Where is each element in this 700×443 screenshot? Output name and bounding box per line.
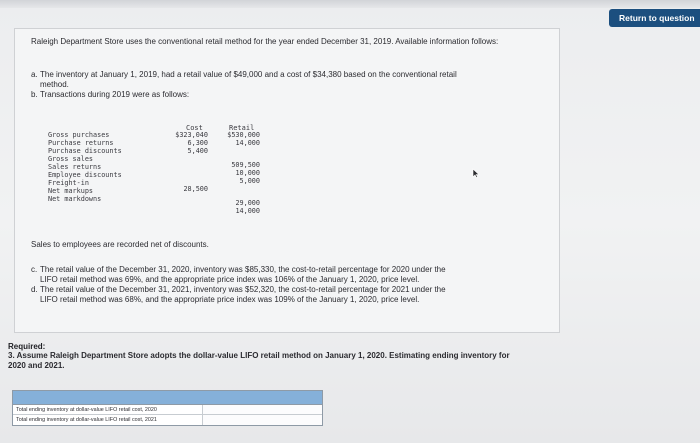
- transaction-row: Gross purchases: [48, 131, 110, 139]
- transaction-retail: 509,500: [231, 161, 260, 169]
- item-c-line1: The retail value of the December 31, 2020, inventory was $85,330, the cost-to-retail percentage for 2020 under the: [40, 265, 446, 274]
- transaction-cost: 5,400: [187, 147, 208, 155]
- transaction-retail: 14,000: [235, 207, 260, 215]
- answer-label-2020: Total ending inventory at dollar-value LIFO retail cost, 2020: [13, 405, 203, 414]
- browser-top-strip: [0, 0, 700, 8]
- transaction-retail: 5,000: [239, 177, 260, 185]
- required-task: [8, 351, 588, 371]
- item-a-text: [40, 70, 457, 90]
- transaction-row: Employee discounts: [48, 171, 122, 179]
- item-c-text: [40, 265, 446, 285]
- transaction-row: Net markups: [48, 187, 94, 195]
- required-heading: Required:: [8, 342, 46, 351]
- mouse-cursor-icon: [472, 168, 480, 178]
- item-c-prefix: c.: [31, 265, 38, 274]
- transaction-retail: 10,000: [235, 169, 260, 177]
- cost-column-header: Cost: [186, 124, 203, 132]
- transaction-cost: 28,500: [183, 185, 208, 193]
- employee-sales-note: [31, 240, 431, 250]
- return-to-question-button[interactable]: Return to question: [609, 9, 700, 27]
- note-text: Sales to employees are recorded net of discounts.: [31, 240, 209, 249]
- item-b: [31, 90, 331, 100]
- inventory-2021-input[interactable]: [203, 415, 322, 425]
- item-d-prefix: d.: [31, 285, 38, 294]
- item-a-line1: The inventory at January 1, 2019, had a retail value of $49,000 and a cost of $34,380 based on the conventional retail: [40, 70, 457, 79]
- item-d-line2: LIFO retail method was 68%, and the appropriate price index was 109% of the January 1, 2020, price level.: [40, 295, 420, 304]
- answer-table: [12, 390, 323, 426]
- item-a-line2: method.: [40, 80, 69, 89]
- transaction-row: Sales returns: [48, 163, 102, 171]
- answer-row-2020: [13, 405, 322, 415]
- transaction-row: Net markdowns: [48, 195, 102, 203]
- item-b-text: Transactions during 2019 were as follows:: [40, 90, 190, 99]
- transaction-row: Purchase returns: [48, 139, 114, 147]
- transaction-retail: 29,000: [235, 199, 260, 207]
- item-d-text: [40, 285, 446, 305]
- inventory-2020-input[interactable]: [203, 405, 322, 414]
- required-task-line2: 2020 and 2021.: [8, 361, 65, 370]
- transaction-row: Freight-in: [48, 179, 89, 187]
- problem-intro: Raleigh Department Store uses the conventional retail method for the year ended December 31, 2019. Available information follows:: [31, 37, 499, 46]
- item-d-line1: The retail value of the December 31, 2021, inventory was $52,320, the cost-to-retail percentage for 2021 under the: [40, 285, 446, 294]
- item-c: [31, 265, 561, 285]
- item-c-line2: LIFO retail method was 69%, and the appropriate price index was 106% of the January 1, 2020, price level.: [40, 275, 420, 284]
- transaction-row: Purchase discounts: [48, 147, 122, 155]
- required-task-line1: 3. Assume Raleigh Department Store adopts the dollar-value LIFO retail method on January 1, 2020. Estimating ending inventory for: [8, 351, 510, 360]
- transaction-row: Gross sales: [48, 155, 94, 163]
- item-d: [31, 285, 561, 305]
- transaction-cost: 6,300: [187, 139, 208, 147]
- item-a: [31, 70, 561, 90]
- retail-column-header: Retail: [229, 124, 255, 132]
- item-a-prefix: a.: [31, 70, 38, 79]
- transaction-retail: $530,000: [227, 131, 260, 139]
- transaction-cost: $323,040: [175, 131, 208, 139]
- item-b-prefix: b.: [31, 90, 38, 99]
- answer-table-header: [13, 391, 322, 405]
- answer-row-2021: [13, 415, 322, 425]
- transaction-retail: 14,000: [235, 139, 260, 147]
- answer-label-2021: Total ending inventory at dollar-value LIFO retail cost, 2021: [13, 415, 203, 425]
